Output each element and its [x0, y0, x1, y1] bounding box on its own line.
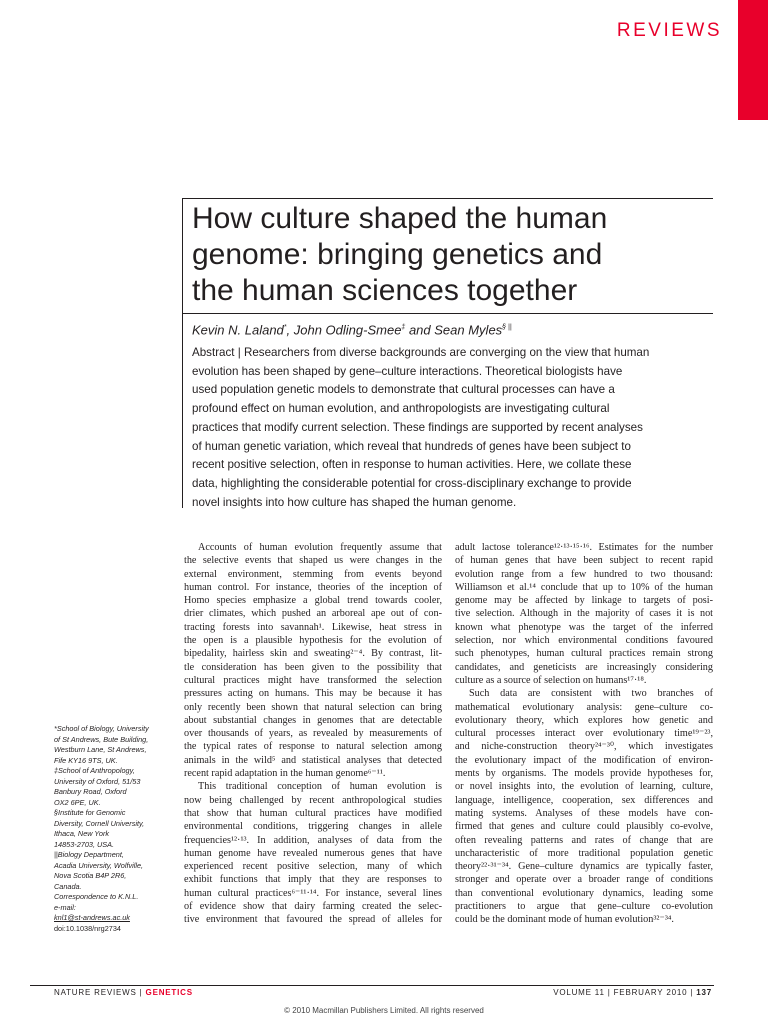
- body-line: evolution range from a few hundred to two thousand:: [455, 568, 713, 580]
- body-line: human genome have revealed numerous genes that have: [184, 847, 442, 859]
- abstract: [192, 344, 714, 512]
- title-line: genome: bringing genetics and: [192, 238, 603, 271]
- body-line: Homo species emphasize a global trend towards cooler,: [184, 595, 442, 607]
- body-line: only recently been shown that natural selection can bring: [184, 701, 442, 713]
- body-line: experienced recent positive selection, many of which: [184, 861, 442, 873]
- affiliation-line: Acadia University, Wolfville,: [54, 860, 144, 870]
- title-line: How culture shaped the human: [192, 202, 608, 235]
- abstract-line: profound effect on human evolution, and anthropologists are investigating cultural: [192, 402, 610, 416]
- abstract-line: of human genetic variation, which reveal that hundreds of genes have been subject to: [192, 439, 631, 453]
- body-line: the evolutionary impact of the modification of environ-: [455, 754, 713, 766]
- body-line: cultural practices might have transformed the selection: [184, 674, 442, 686]
- journal-name: NATURE REVIEWS |: [54, 988, 146, 997]
- affiliation-line: Westburn Lane, St Andrews,: [54, 745, 147, 754]
- body-line: exhibit functions that imply that they are responses to: [184, 874, 442, 886]
- body-line: culture as a source of selection on humans¹⁷·¹⁸.: [455, 674, 647, 686]
- body-line: known what phenotype was the target of the inferred: [455, 621, 713, 633]
- body-line: tle consideration has been given to the possibility that: [184, 661, 442, 673]
- body-line: candidates, and geneticists are increasingly considering: [455, 661, 713, 673]
- footer-rule: [30, 985, 714, 986]
- copyright: © 2010 Macmillan Publishers Limited. All rights reserved: [284, 1006, 484, 1015]
- body-line: the open is a plausible hypothesis for the evolution of: [184, 635, 442, 647]
- body-line: recent rapid adaptation in the human genome⁶⁻¹¹.: [184, 768, 386, 780]
- footer-issue: [553, 988, 712, 997]
- body-line: Williamson et al.¹⁴ conclude that up to 10% of the human: [455, 581, 713, 593]
- affiliation-line: *School of Biology, University: [54, 724, 149, 733]
- body-line: the typical rates of response to natural selection among: [184, 741, 442, 753]
- body-line: human cultural practices⁶⁻¹¹·¹⁴. For instance, several lines: [184, 887, 442, 899]
- body-line: mating systems. Analyses of these models have con-: [455, 807, 713, 819]
- body-line: such phenotypes, human cultural practices remain strong: [455, 648, 713, 660]
- body-line: of evidence show that dairy farming created the selec-: [184, 901, 442, 913]
- author-list: [192, 319, 712, 339]
- abstract-line: evolution has been shaped by gene–culture interactions. Theoretical biologists have: [192, 364, 623, 378]
- body-line: Such data are consistent with two branches of: [469, 688, 713, 700]
- author-mark: § ||: [502, 324, 512, 331]
- body-line: drier climates, which pushed an arboreal ape out of con-: [184, 608, 442, 620]
- abstract-line: used population genetic models to demonstrate that cultural processes can have a: [192, 383, 615, 397]
- body-line: external environment, stemming from events beyond: [184, 568, 442, 580]
- body-line: mathematical evolutionary analysis: gene–culture co-: [455, 701, 713, 713]
- abstract-line: Abstract | Researchers from diverse backgrounds are converging on the view that human: [192, 346, 650, 359]
- body-line: cultural processes interact over evolutionary time¹⁹⁻²³,: [455, 728, 713, 740]
- title-rule-vertical: [182, 198, 183, 508]
- body-line: theory²²·³¹⁻³⁴. Gene–culture dynamics are typically faster,: [455, 861, 713, 873]
- affiliation-line: OX2 6PE, UK.: [54, 797, 101, 807]
- page-number: 137: [696, 988, 712, 997]
- author-name: Sean Myles: [434, 322, 503, 338]
- body-line: that show that human cultural practices have modified: [184, 807, 442, 819]
- abstract-line: data, highlighting the considerable potential for cross-disciplinary exchange to provide: [192, 476, 632, 490]
- affiliation-line: e-mail:: [54, 902, 76, 912]
- affiliation-line: §Institute for Genomic: [54, 808, 126, 817]
- affiliation-line: Canada.: [54, 881, 82, 891]
- author-mark: *: [283, 324, 287, 331]
- abstract-line: practices that modify current selection. These findings are supported by recent analyses: [192, 420, 643, 434]
- doi: doi:10.1038/nrg2734: [54, 923, 121, 933]
- body-line: practitioners to argue that gene–culture co-evolution: [455, 901, 713, 913]
- body-line: environmental conditions, triggering changes in allele: [184, 821, 442, 833]
- affiliations: [54, 724, 178, 934]
- body-line: firmed that genes and culture could plausibly co-evolve,: [455, 821, 713, 833]
- body-line: Accounts of human evolution frequently assume that: [198, 542, 442, 553]
- body-line: language, intelligence, cooperation, sex differences and: [455, 794, 713, 806]
- affiliation-line: of St Andrews, Bute Building,: [54, 734, 149, 744]
- section-label: REVIEWS: [616, 20, 722, 41]
- title-rule-top: [182, 198, 713, 199]
- body-line: animals in the wild⁵ and statistical analyses that detected: [184, 754, 442, 766]
- body-line: tive selection. Although in the majority of cases it is not: [455, 608, 713, 620]
- affiliation-line: ||Biology Department,: [54, 850, 124, 859]
- body-line: or novel insights into, the evolution of learning, culture,: [455, 781, 713, 793]
- body-line: selection, nor which environmental conditions favoured: [455, 635, 713, 647]
- affiliation-line: Ithaca, New York: [54, 829, 110, 838]
- body-line: bipedality, hairless skin and sweating²⁻⁴. By contrast, lit-: [184, 648, 442, 660]
- volume-info: VOLUME 11 | FEBRUARY 2010 |: [553, 988, 697, 997]
- body-line: ments by organisms. The models provide hypotheses for,: [455, 768, 713, 780]
- body-line: frequencies¹²·¹³. In addition, analyses of data from the: [184, 834, 442, 846]
- abstract-line: novel insights into how culture has shaped the human genome.: [192, 495, 517, 509]
- section-color-tab: [738, 0, 768, 120]
- body-line: of human genes that have been subject to recent rapid: [455, 555, 713, 567]
- affiliation-line: Diversity, Cornell University,: [54, 818, 145, 828]
- body-line: human control. For instance, theories of the inception of: [184, 581, 442, 593]
- body-line: stronger and operate over a broader range of conditions: [455, 874, 713, 886]
- affiliation-line: ‡School of Anthropology,: [54, 766, 135, 775]
- author-mark: ‡: [401, 324, 406, 331]
- affiliation-line: 14853-2703, USA.: [54, 839, 115, 849]
- body-line: tive environment that favoured the spread of alleles for: [184, 914, 442, 926]
- article-title: [192, 201, 712, 309]
- body-line: tracting forests into savannah¹. Likewise, heat stress in: [184, 621, 442, 633]
- body-line: evolutionary theory, which explores how genetic and: [455, 714, 713, 726]
- body-line: than conventional evolutionary dynamics, leading some: [455, 887, 713, 899]
- journal-section: GENETICS: [145, 988, 193, 997]
- body-line: could be the dominant mode of human evolution³²⁻³⁴.: [455, 914, 674, 926]
- body-line: often revealing patterns and rates of change that are: [455, 834, 713, 846]
- body-line: This traditional conception of human evolution is: [198, 781, 442, 793]
- author-name: Kevin N. Laland: [192, 322, 284, 338]
- body-line: and niche-construction theory²⁴⁻³⁰, which investigates: [455, 741, 713, 753]
- body-column-left: [184, 541, 442, 927]
- email-link[interactable]: knl1@st-andrews.ac.uk: [54, 913, 130, 922]
- affiliation-line: Correspondence to K.N.L.: [54, 892, 139, 901]
- body-column-right: [455, 541, 713, 927]
- author-name: John Odling-Smee: [293, 322, 402, 338]
- affiliation-line: Nova Scotia B4P 2R6,: [54, 871, 127, 880]
- abstract-line: recent positive selection, often in response to human activities. Here, we collate these: [192, 458, 632, 472]
- body-line: about substantial changes in genomes that are detectable: [184, 714, 442, 726]
- affiliation-line: Banbury Road, Oxford: [54, 787, 127, 796]
- author-separator: and: [405, 322, 435, 338]
- affiliation-line: Fife KY16 9TS, UK.: [54, 755, 118, 765]
- body-line: the selective events that shaped us were changes in the: [184, 555, 442, 567]
- title-line: the human sciences together: [192, 274, 578, 307]
- body-line: over thousands of years, as revealed by measurements of: [184, 728, 442, 740]
- authors-rule: [182, 313, 713, 314]
- body-line: uncharacteristic of more traditional population genetic: [455, 847, 713, 859]
- body-line: now being challenged by recent anthropological studies: [184, 794, 442, 806]
- affiliation-line: University of Oxford, 51/53: [54, 776, 141, 786]
- author-separator: ,: [286, 322, 294, 338]
- body-line: genome may be affected by linkage to targets of posi-: [455, 595, 713, 607]
- body-line: pressures acting on humans. This may be because it has: [184, 688, 442, 700]
- footer-journal: [54, 988, 193, 997]
- body-line: adult lactose tolerance¹²·¹³·¹⁵·¹⁶. Estimates for the number: [455, 542, 713, 553]
